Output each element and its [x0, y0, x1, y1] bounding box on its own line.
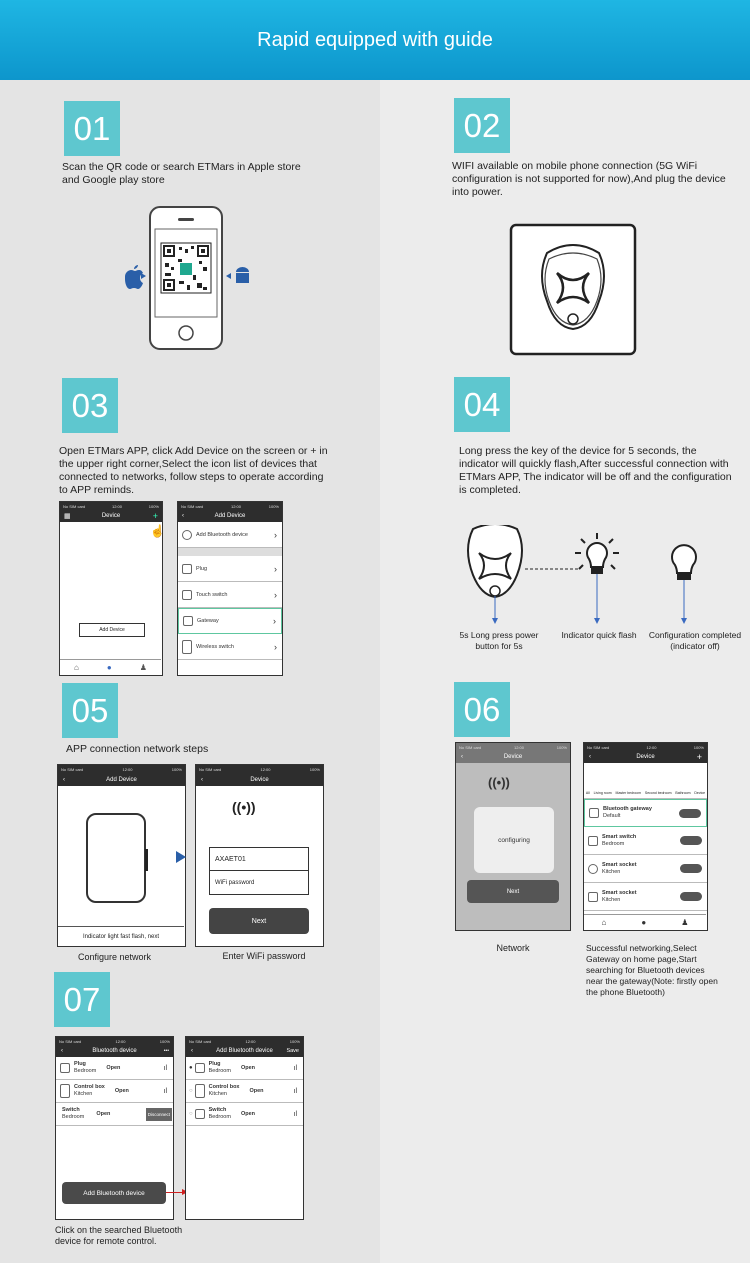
plug-icon [182, 564, 192, 574]
step5-caption-wifi: Enter WiFi password [222, 951, 306, 961]
wifi-signal-icon: ((•)) [488, 775, 510, 790]
bt-device-row[interactable]: ● Plug Bedroom Open ıl [186, 1057, 303, 1080]
user-icon[interactable]: ♟ [139, 663, 147, 672]
qr-phone-illustration [115, 203, 255, 353]
step5-caption-configure: Configure network [77, 952, 152, 962]
next-button[interactable]: Next [209, 908, 309, 934]
bt-device-row[interactable]: Control box Kitchen Open ıl [56, 1080, 173, 1103]
step-05-text: APP connection network steps [66, 743, 209, 755]
toggle-switch[interactable] [679, 809, 701, 818]
bluetooth-icon [182, 530, 192, 540]
step-number-06: 06 [454, 682, 510, 737]
plug-icon [195, 1063, 205, 1073]
bt-device-row[interactable]: Plug Bedroom Open ıl [56, 1057, 173, 1080]
device-title-bar [196, 773, 323, 786]
step7-bluetooth-device-screen [55, 1036, 174, 1220]
control-box-icon [195, 1084, 205, 1098]
step-number-03: 03 [62, 378, 118, 433]
step-number-01: 01 [64, 101, 120, 156]
device-row[interactable]: Smart socket Kitchen [584, 883, 707, 911]
step6-caption-success: Successful networking,Select Gateway on home page,Start searching for Bluetooth devices near the gateway(Note: firstly open the phone Bluetooth) [586, 943, 718, 997]
tab-device[interactable]: Device [694, 791, 706, 795]
step-01-text: Scan the QR code or search ETMars in Apple store and Google play store [62, 161, 301, 186]
wireless-switch-icon [182, 640, 192, 654]
device-title: Device [250, 776, 269, 783]
wifi-signal-icon: ((•)) [232, 799, 256, 815]
device-in-socket-illustration [509, 223, 637, 356]
status-bar: No SIM card 12:00 100% [186, 1037, 303, 1045]
status-bar: No SIM card 12:00 100% [178, 502, 282, 510]
device-row[interactable]: Smart socket Kitchen [584, 855, 707, 883]
red-arrow-line [166, 1192, 182, 1193]
more-icon[interactable]: ••• [163, 1048, 169, 1054]
add-bluetooth-device-button[interactable]: Add Bluetooth device [62, 1182, 166, 1204]
status-bar: No SIM card 12:00 100% [60, 502, 162, 510]
room-tabs [584, 763, 707, 799]
signal-icon: ıl [293, 1110, 297, 1118]
list-item[interactable]: Touch switch › [178, 582, 282, 608]
tab-living-room[interactable]: Living room [593, 791, 612, 795]
back-icon[interactable]: ‹ [461, 754, 463, 760]
toggle-switch[interactable] [680, 864, 702, 873]
signal-icon: ıl [293, 1087, 297, 1095]
socket-icon [588, 892, 598, 902]
add-icon[interactable]: + [152, 511, 158, 521]
tab-second-bedroom[interactable]: Second bedroom [644, 791, 672, 795]
switch-icon [195, 1109, 205, 1119]
list-item[interactable]: Wireless switch › [178, 634, 282, 660]
radio-icon[interactable]: ○ [189, 1111, 193, 1117]
step-02-text: WIFI available on mobile phone connection (5G WiFi configuration is not supported for now),And plug the device into power. [452, 160, 726, 198]
mic-icon[interactable]: ● [106, 663, 112, 672]
step6-home-screen [583, 742, 708, 931]
back-icon[interactable]: ‹ [191, 1048, 193, 1054]
home-icon[interactable]: ⌂ [74, 663, 79, 672]
ssid-field[interactable]: AXAET01 [209, 847, 309, 871]
step-number-07: 07 [54, 972, 110, 1027]
tab-master-bedroom[interactable]: Master bedroom [615, 791, 642, 795]
chevron-right-icon: › [274, 563, 277, 574]
device-title: Device [636, 754, 655, 760]
grid-icon[interactable]: ▦ [64, 513, 71, 520]
chevron-right-icon: › [274, 589, 277, 600]
status-bar: No SIM card 12:00 100% [196, 765, 323, 773]
step3-add-device-screen [177, 501, 283, 676]
device-title: Device [101, 513, 121, 519]
add-bluetooth-title-bar [186, 1045, 303, 1057]
step5-device-screen [195, 764, 324, 947]
step4-caption-press: 5s Long press power button for 5s [459, 630, 539, 651]
tab-bathroom[interactable]: Bathroom [675, 791, 691, 795]
home-icon[interactable]: ⌂ [601, 918, 607, 927]
back-icon[interactable]: ‹ [201, 776, 203, 783]
long-press-illustration [455, 525, 705, 625]
next-button[interactable]: Next [467, 880, 559, 903]
back-icon[interactable]: ‹ [63, 776, 65, 783]
chevron-right-icon: › [273, 616, 276, 626]
hand-pointer-icon: ☝ [150, 524, 165, 538]
bluetooth-title-bar [56, 1045, 173, 1057]
add-device-button[interactable]: Add Device [79, 623, 145, 637]
toggle-switch[interactable] [680, 892, 702, 901]
step4-caption-flash: Indicator quick flash [561, 630, 637, 640]
plug-icon [60, 1063, 70, 1073]
bt-device-row[interactable]: ○ Control box Kitchen Open ıl [186, 1080, 303, 1103]
device-title-bar [456, 751, 570, 763]
signal-icon: ıl [163, 1087, 167, 1095]
back-icon[interactable]: ‹ [589, 754, 591, 760]
mic-icon[interactable]: ● [641, 918, 647, 927]
add-device-title: Add Device [214, 513, 246, 519]
radio-selected-icon[interactable]: ● [189, 1065, 193, 1071]
save-button[interactable]: Save [286, 1048, 299, 1054]
bt-device-row[interactable]: Switch Bedroom Open Disconnect [56, 1103, 173, 1126]
wifi-password-field[interactable]: WiFi password [209, 871, 309, 895]
step6-configuring-screen [455, 742, 571, 931]
status-bar: No SIM card 12:00 100% [584, 743, 707, 751]
step3-device-screen [59, 501, 163, 676]
back-icon[interactable]: ‹ [61, 1048, 63, 1054]
page-title: Rapid equipped with guide [257, 28, 493, 51]
indicator-flash-next[interactable]: Indicator light fast flash, next [58, 926, 184, 946]
step-03-text: Open ETMars APP, click Add Device on the screen or + in the upper right corner,Select the icon list of devices that connected to networks, follow steps to operate according to APP reminds. [59, 445, 328, 496]
gateway-device-image [86, 813, 146, 903]
chevron-right-icon: › [274, 529, 277, 540]
disconnect-button[interactable]: Disconnect [146, 1108, 172, 1121]
bluetooth-device-title: Bluetooth device [92, 1048, 137, 1054]
back-icon[interactable]: ‹ [182, 513, 184, 519]
device-title-bar [584, 751, 707, 763]
status-bar: No SIM card 12:00 100% [56, 1037, 173, 1045]
signal-icon: ıl [293, 1064, 297, 1072]
chevron-right-icon: › [274, 641, 277, 652]
step-04-text: Long press the key of the device for 5 seconds, the indicator will quickly flash,After successful connection with ETMars APP, The indicator will be off and the configuration is completed. [459, 445, 732, 496]
step7-add-bluetooth-screen [185, 1036, 304, 1220]
toggle-switch[interactable] [680, 836, 702, 845]
list-item[interactable]: Plug › [178, 556, 282, 582]
tab-all[interactable]: All [585, 791, 590, 795]
step5-add-device-screen [57, 764, 186, 947]
socket-icon [588, 864, 598, 874]
list-item[interactable]: Add Bluetooth device › [178, 522, 282, 548]
device-row[interactable]: Smart switch Bedroom [584, 827, 707, 855]
indicator-light [145, 849, 148, 871]
step6-caption-network: Network [496, 943, 530, 953]
step-07-text: Click on the searched Bluetooth device for remote control. [55, 1225, 183, 1246]
switch-icon [588, 836, 598, 846]
bottom-nav [584, 914, 706, 930]
step-number-02: 02 [454, 98, 510, 153]
add-icon[interactable]: + [696, 752, 702, 762]
status-bar: No SIM card 12:00 100% [58, 765, 185, 773]
add-device-title-bar [178, 510, 282, 522]
list-item-gateway[interactable]: Gateway › [178, 608, 282, 634]
control-box-icon [60, 1084, 70, 1098]
add-device-title-bar [58, 773, 185, 786]
bottom-nav [60, 659, 161, 675]
user-icon[interactable]: ♟ [681, 918, 689, 927]
step-number-05: 05 [62, 683, 118, 738]
touch-switch-icon [182, 590, 192, 600]
configuring-dialog: configuring [474, 807, 554, 873]
bt-device-row[interactable]: ○ Switch Bedroom Open ıl [186, 1103, 303, 1126]
radio-icon[interactable]: ○ [189, 1088, 193, 1094]
signal-icon: ıl [163, 1064, 167, 1072]
page-header [0, 0, 750, 80]
add-bluetooth-title: Add Bluetooth device [216, 1048, 273, 1054]
device-title-bar [60, 510, 162, 522]
add-device-title: Add Device [106, 776, 137, 783]
gateway-icon [183, 616, 193, 626]
status-bar: No SIM card 12:00 100% [456, 743, 570, 751]
step-number-04: 04 [454, 377, 510, 432]
device-row-gateway[interactable]: Bluetooth gateway Default [584, 799, 707, 827]
gateway-icon [589, 808, 599, 818]
device-title: Device [503, 754, 523, 760]
step4-caption-done: Configuration completed (indicator off) [648, 630, 742, 651]
